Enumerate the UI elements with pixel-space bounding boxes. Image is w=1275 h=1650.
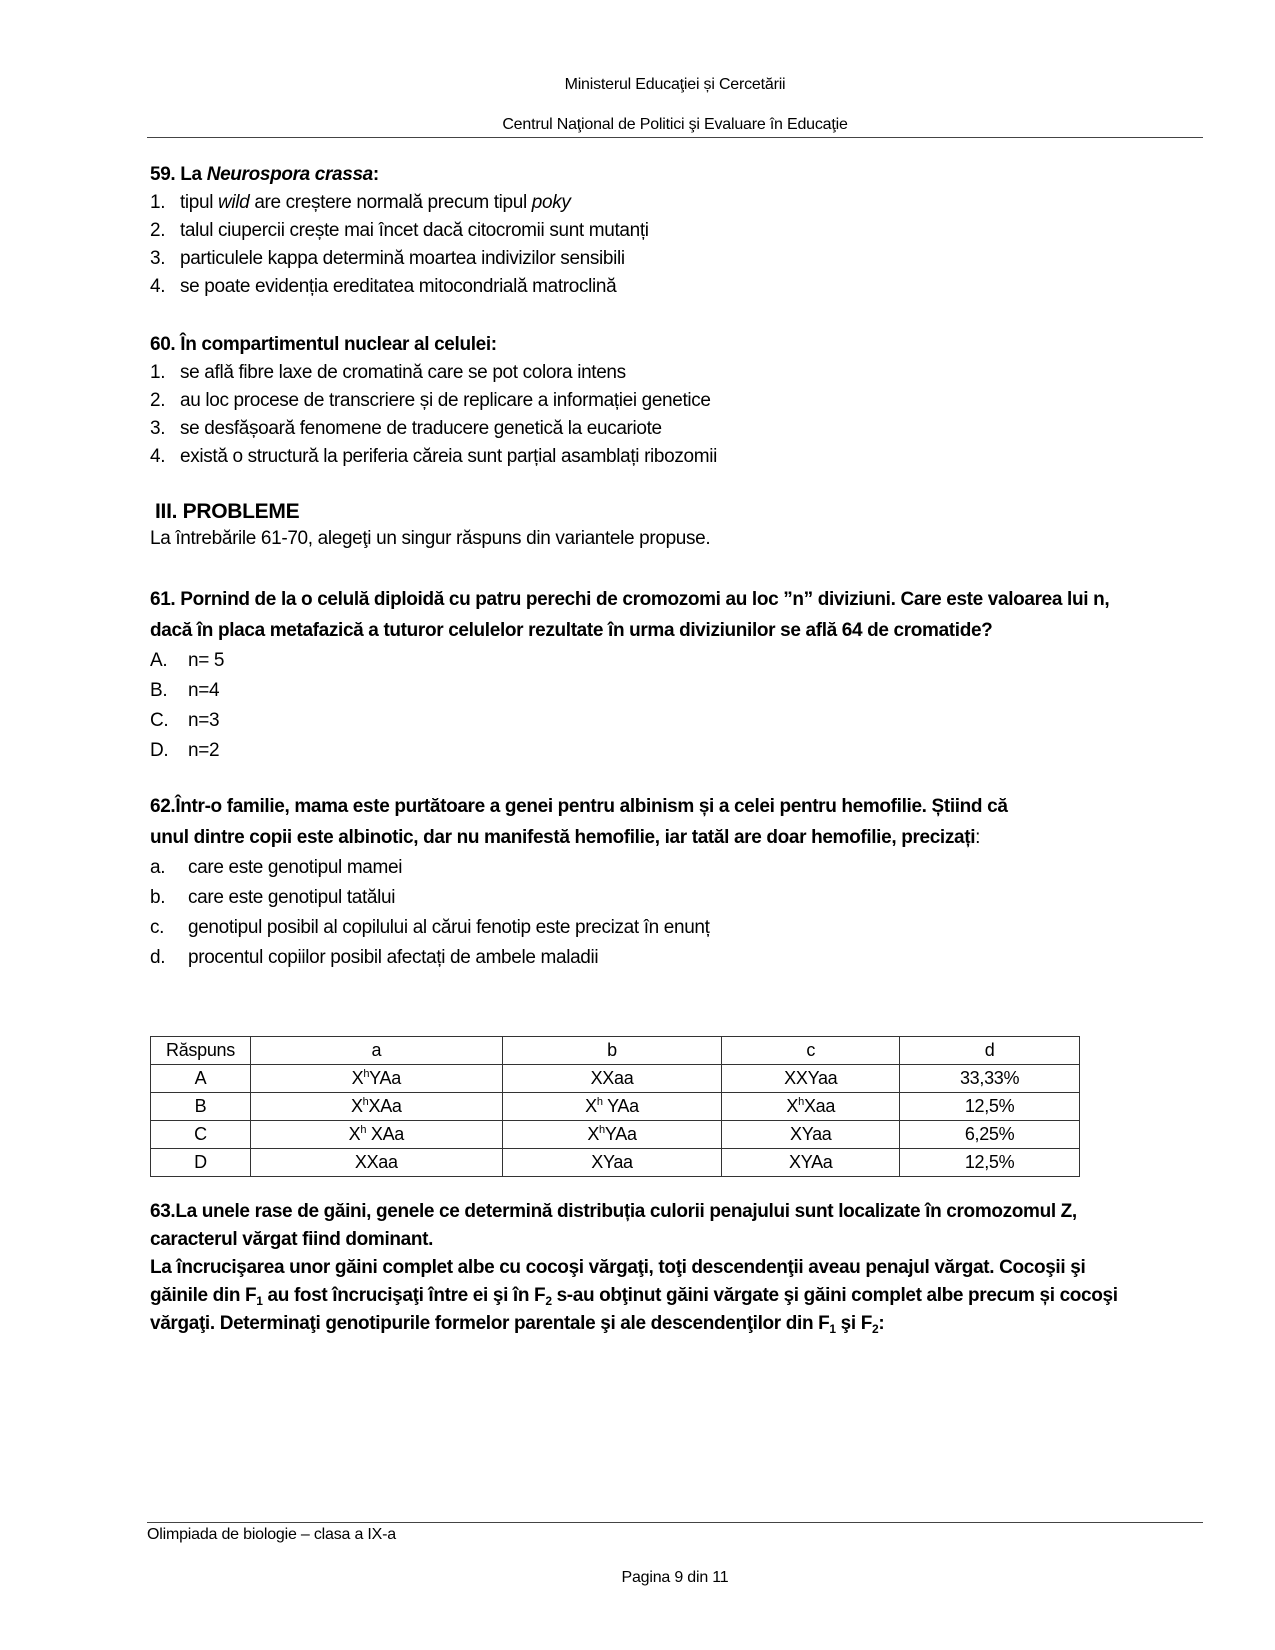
list-item: 3. se desfășoară fenomene de traducere genetică la eucariote (150, 418, 662, 439)
section-instructions: La întrebările 61-70, alegeţi un singur răspuns din variantele propuse. (150, 528, 711, 549)
question-61-line1: 61. Pornind de la o celulă diploidă cu patru perechi de cromozomi au loc ”n” diviziuni. Care este valoarea lui n, (150, 589, 1110, 610)
question-60-title: 60. În compartimentul nuclear al celulei: (150, 334, 497, 355)
table-row: C $X^h$ XAa $X^hYAa$ XYaa 6,25% (151, 1121, 1080, 1149)
list-item: b. care este genotipul tatălui (150, 887, 396, 908)
list-item: C. n=3 (150, 710, 220, 731)
question-63-line2: caracterul vărgat fiind dominant. (150, 1229, 434, 1250)
question-62-line2: unul dintre copii este albinotic, dar nu manifestă hemofilie, iar tatăl are doar hemofilie, precizați: (150, 827, 981, 848)
list-item: a. care este genotipul mamei (150, 857, 403, 878)
footer-divider (147, 1522, 1203, 1523)
question-60-options (150, 359, 717, 471)
question-60 (150, 331, 717, 471)
question-63-line4: găinile din $F_1$ au fost încrucişaţi între ei şi în $F_2$ s-au obţinut găini vărgate şi găini complet albe precum și cocoşi (150, 1285, 1118, 1308)
table-header-row: Răspuns a b c d (151, 1037, 1080, 1065)
question-62 (150, 791, 1008, 973)
list-item: A. n= 5 (150, 650, 225, 671)
question-59-title: 59. La Neurospora crassa: (150, 164, 379, 185)
question-63-line5: vărgaţi. Determinaţi genotipurile formelor parentale şi ale descendenţilor din $F_1$ şi $F_2$: (150, 1313, 885, 1336)
header-center: Centrul Naţional de Politici şi Evaluare în Educaţie (502, 116, 848, 133)
question-63 (150, 1198, 1118, 1338)
table-row: D XXaa XYaa XYAa 12,5% (151, 1149, 1080, 1177)
list-item: d. procentul copiilor posibil afectați de ambele maladii (150, 947, 599, 968)
header-ministry: Ministerul Educaţiei și Cercetării (564, 76, 786, 93)
question-59-options (150, 189, 649, 301)
header-divider (147, 137, 1203, 138)
question-59 (150, 161, 649, 301)
table-row: A $X^hYAa$ XXaa XXYaa 33,33% (151, 1065, 1080, 1093)
question-62-items (150, 853, 1008, 973)
footer-title: Olimpiada de biologie – clasa a IX-a (147, 1526, 396, 1543)
question-61-options (150, 646, 1109, 766)
list-item: 3. particulele kappa determină moartea indivizilor sensibili (150, 248, 625, 269)
question-63-line3: La încrucişarea unor găini complet albe cu cocoşi vărgaţi, toţi descendenţii aveau penajul vărgat. Cocoşii şi (150, 1257, 1086, 1278)
section-title: III. PROBLEME (155, 500, 300, 523)
question-62-line1: 62.Într-o familie, mama este purtătoare a genei pentru albinism și a celei pentru hemofilie. Știind că (150, 796, 1008, 817)
question-63-line1: 63.La unele rase de găini, genele ce determină distribuția culorii penajului sunt localizate în cromozomul Z, (150, 1201, 1077, 1222)
list-item: 4. se poate evidenția ereditatea mitocondrială matroclină (150, 276, 617, 297)
page-number: Pagina 9 din 11 (621, 1569, 729, 1586)
list-item: c. genotipul posibil al copilului al cărui fenotip este precizat în enunț (150, 917, 710, 938)
answer-table (150, 1036, 1080, 1177)
list-item: B. n=4 (150, 680, 220, 701)
list-item: 1. se aflǎ fibre laxe de cromatină care se pot colora intens (150, 362, 626, 383)
list-item: D. n=2 (150, 740, 220, 761)
question-61 (150, 584, 1109, 766)
list-item: 2. au loc procese de transcriere și de replicare a informației genetice (150, 390, 711, 411)
list-item: 1. tipul wild are creștere normală precum tipul poky (150, 192, 571, 213)
list-item: 2. talul ciupercii crește mai încet dacă citocromii sunt mutanți (150, 220, 649, 241)
question-61-line2: dacă în placa metafazică a tuturor celulelor rezultate în urma diviziunilor se află 64 de cromatide? (150, 620, 993, 641)
table-row: B $X^hXAa$ $X^h$ YAa $X^hXaa$ 12,5% (151, 1093, 1080, 1121)
list-item: 4. există o structură la periferia căreia sunt parțial asamblați ribozomii (150, 446, 717, 467)
